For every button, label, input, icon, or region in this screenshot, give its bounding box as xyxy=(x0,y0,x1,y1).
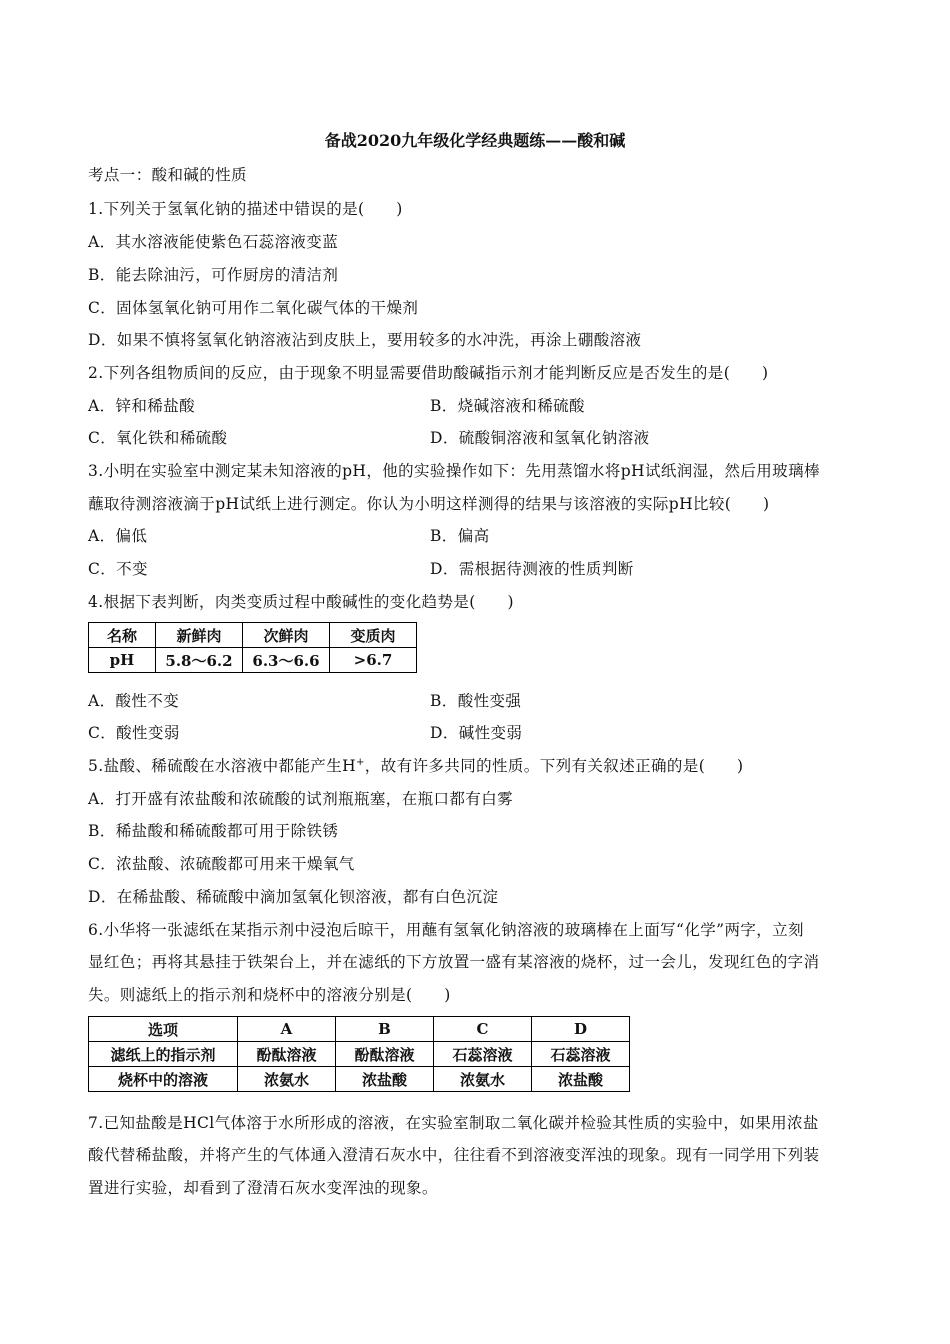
table-row xyxy=(89,1042,630,1067)
table-cell: 选项 xyxy=(89,1017,238,1042)
q2-option-c: C．氧化铁和稀硫酸 xyxy=(88,429,228,447)
table-cell: >6.7 xyxy=(330,648,417,673)
q1-option-c: C．固体氢氧化钠可用作二氧化碳气体的干燥剂 xyxy=(88,299,419,317)
table-cell: 5.8～6.2 xyxy=(156,648,243,673)
q6-stem-line2: 显红色；再将其悬挂于铁架台上，并在滤纸的下方放置一盛有某溶液的烧杯，过一会儿，发现红色的字消 xyxy=(88,953,820,971)
q5-stem-sup: + xyxy=(356,756,365,768)
q2-option-b: B．烧碱溶液和稀硫酸 xyxy=(430,397,585,415)
q3-option-a: A．偏低 xyxy=(88,527,148,545)
q4-option-a: A．酸性不变 xyxy=(88,692,180,710)
table-cell: A xyxy=(238,1017,336,1042)
q6-stem-line1: 6.小华将一张滤纸在某指示剂中浸泡后晾干，用蘸有氢氧化钠溶液的玻璃棒在上面写“化学”两字，立刻 xyxy=(88,921,804,939)
table-cell: 烧杯中的溶液 xyxy=(89,1067,238,1092)
table-cell: 浓氨水 xyxy=(238,1067,336,1092)
q4-option-b: B．酸性变强 xyxy=(430,692,522,710)
table-cell: 浓盐酸 xyxy=(532,1067,630,1092)
q5-option-a: A．打开盛有浓盐酸和浓硫酸的试剂瓶瓶塞，在瓶口都有白雾 xyxy=(88,790,513,808)
table-cell: 变质肉 xyxy=(330,623,417,648)
q3-option-b: B．偏高 xyxy=(430,527,490,545)
table-cell: B xyxy=(336,1017,434,1042)
q2-option-d: D．硫酸铜溶液和氢氧化钠溶液 xyxy=(430,429,650,447)
q1-option-b: B．能去除油污，可作厨房的清洁剂 xyxy=(88,266,339,284)
q3-option-c: C．不变 xyxy=(88,560,148,578)
table-cell: 6.3～6.6 xyxy=(243,648,330,673)
table-cell: C xyxy=(434,1017,532,1042)
q2-option-a: A．锌和稀盐酸 xyxy=(88,397,195,415)
page-title: 备战2020九年级化学经典题练——酸和碱 xyxy=(324,131,626,150)
q5-option-b: B．稀盐酸和稀硫酸都可用于除铁锈 xyxy=(88,822,339,840)
q1-stem: 1.下列关于氢氧化钠的描述中错误的是( ) xyxy=(88,200,403,218)
q4-option-d: D．碱性变弱 xyxy=(430,724,523,742)
q5-option-c: C．浓盐酸、浓硫酸都可用来干燥氧气 xyxy=(88,855,355,873)
table-cell: pH xyxy=(89,648,156,673)
q4-option-c: C．酸性变弱 xyxy=(88,724,180,742)
table-cell: 次鲜肉 xyxy=(243,623,330,648)
q6-options-table xyxy=(88,1016,630,1092)
q4-ph-table xyxy=(88,622,417,673)
q7-stem-line1: 7.已知盐酸是HCl气体溶于水所形成的溶液，在实验室制取二氧化碳并检验其性质的实验中，如果用浓盐 xyxy=(88,1114,819,1132)
q1-option-a: A．其水溶液能使紫色石蕊溶液变蓝 xyxy=(88,233,339,251)
table-header-row xyxy=(89,1017,630,1042)
q5-stem-post: ，故有许多共同的性质。下列有关叙述正确的是( ) xyxy=(364,757,744,775)
table-cell: 浓氨水 xyxy=(434,1067,532,1092)
table-row xyxy=(89,648,417,673)
q3-stem-line1: 3.小明在实验室中测定某未知溶液的pH，他的实验操作如下：先用蒸馏水将pH试纸润湿，然后用玻璃棒 xyxy=(88,462,820,480)
q7-stem-line2: 酸代替稀盐酸，并将产生的气体通入澄清石灰水中，往往看不到溶液变浑浊的现象。现有一同学用下列装 xyxy=(88,1146,820,1164)
table-cell: 石蕊溶液 xyxy=(532,1042,630,1067)
q5-stem xyxy=(88,754,743,776)
table-header-row xyxy=(89,623,417,648)
q6-stem-line3: 失。则滤纸上的指示剂和烧杯中的溶液分别是( ) xyxy=(88,986,451,1004)
table-cell: 石蕊溶液 xyxy=(434,1042,532,1067)
q4-stem: 4.根据下表判断，肉类变质过程中酸碱性的变化趋势是( ) xyxy=(88,593,514,611)
section-heading: 考点一：酸和碱的性质 xyxy=(88,166,248,184)
q7-stem-line3: 置进行实验，却看到了澄清石灰水变浑浊的现象。 xyxy=(88,1179,438,1197)
table-cell: 滤纸上的指示剂 xyxy=(89,1042,238,1067)
table-cell: 新鲜肉 xyxy=(156,623,243,648)
q2-stem: 2.下列各组物质间的反应，由于现象不明显需要借助酸碱指示剂才能判断反应是否发生的是( ) xyxy=(88,364,769,382)
table-cell: 浓盐酸 xyxy=(336,1067,434,1092)
table-cell: 酚酞溶液 xyxy=(238,1042,336,1067)
q5-option-d: D．在稀盐酸、稀硫酸中滴加氢氧化钡溶液，都有白色沉淀 xyxy=(88,888,499,906)
q3-option-d: D．需根据待测液的性质判断 xyxy=(430,560,634,578)
table-cell: D xyxy=(532,1017,630,1042)
q3-stem-line2: 蘸取待测溶液滴于pH试纸上进行测定。你认为小明这样测得的结果与该溶液的实际pH比较( ) xyxy=(88,495,770,513)
table-cell: 酚酞溶液 xyxy=(336,1042,434,1067)
table-cell: 名称 xyxy=(89,623,156,648)
q5-stem-pre: 5.盐酸、稀硫酸在水溶液中都能产生H xyxy=(88,757,357,775)
q1-option-d: D．如果不慎将氢氧化钠溶液沾到皮肤上，要用较多的水冲洗，再涂上硼酸溶液 xyxy=(88,331,642,349)
table-row xyxy=(89,1067,630,1092)
